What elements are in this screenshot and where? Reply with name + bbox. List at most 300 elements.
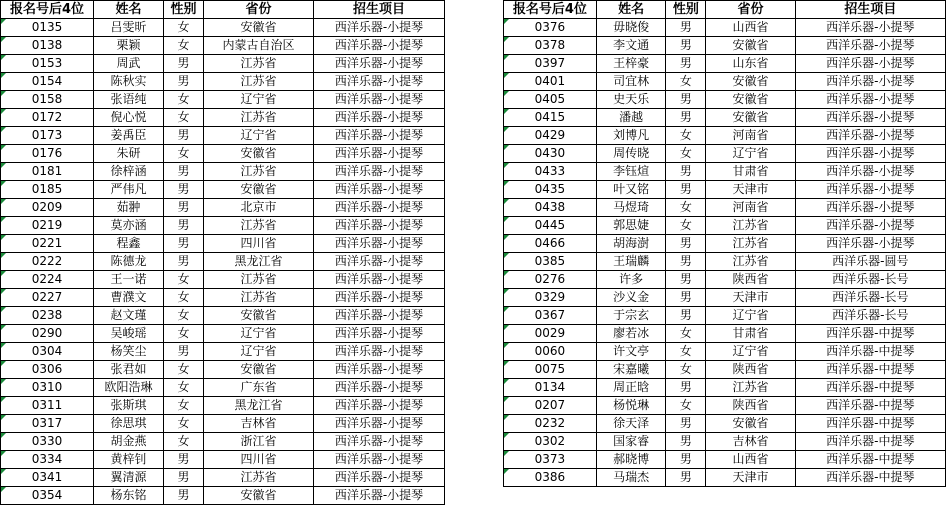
reg-no-cell[interactable]: 0373 <box>504 451 597 469</box>
name-cell[interactable]: 郝晓博 <box>596 451 666 469</box>
province-cell[interactable]: 吉林省 <box>706 433 795 451</box>
gender-cell[interactable]: 男 <box>164 127 204 145</box>
name-cell[interactable]: 马瑞杰 <box>596 469 666 487</box>
name-cell[interactable]: 胡金燕 <box>94 433 164 451</box>
reg-no-cell[interactable]: 0376 <box>504 19 597 37</box>
reg-no-cell[interactable]: 0172 <box>1 109 94 127</box>
province-cell[interactable]: 河南省 <box>706 127 795 145</box>
table-row <box>1 19 445 37</box>
gender-cell[interactable]: 女 <box>666 325 706 343</box>
reg-no-cell[interactable]: 0222 <box>1 253 94 271</box>
program-cell[interactable]: 西洋乐器-中提琴 <box>795 379 945 397</box>
gender-cell[interactable]: 女 <box>164 109 204 127</box>
program-cell[interactable]: 西洋乐器-小提琴 <box>314 379 445 397</box>
province-cell[interactable]: 安徽省 <box>204 181 314 199</box>
province-cell[interactable]: 辽宁省 <box>204 325 314 343</box>
program-cell[interactable]: 西洋乐器-小提琴 <box>314 55 445 73</box>
header-program[interactable]: 招生项目 <box>314 1 445 19</box>
program-cell[interactable]: 西洋乐器-小提琴 <box>314 145 445 163</box>
gender-cell[interactable]: 男 <box>666 469 706 487</box>
name-cell[interactable]: 张斯琪 <box>94 397 164 415</box>
program-cell[interactable]: 西洋乐器-小提琴 <box>795 199 945 217</box>
name-cell[interactable]: 吕雯昕 <box>94 19 164 37</box>
province-cell[interactable]: 江苏省 <box>706 379 795 397</box>
gender-cell[interactable]: 女 <box>666 361 706 379</box>
province-cell[interactable]: 天津市 <box>706 181 795 199</box>
table-row <box>1 433 445 451</box>
gender-cell[interactable]: 男 <box>666 379 706 397</box>
table-row <box>1 91 445 109</box>
gender-cell[interactable]: 男 <box>164 451 204 469</box>
name-cell[interactable]: 徐思琪 <box>94 415 164 433</box>
gender-cell[interactable]: 女 <box>164 19 204 37</box>
name-cell[interactable]: 许多 <box>596 271 666 289</box>
program-cell[interactable]: 西洋乐器-小提琴 <box>314 343 445 361</box>
program-cell[interactable]: 西洋乐器-小提琴 <box>795 163 945 181</box>
gender-cell[interactable]: 男 <box>666 91 706 109</box>
reg-no-cell[interactable]: 0181 <box>1 163 94 181</box>
reg-no-cell[interactable]: 0029 <box>504 325 597 343</box>
table-row <box>1 379 445 397</box>
gender-cell[interactable]: 女 <box>164 415 204 433</box>
reg-no-cell[interactable]: 0276 <box>504 271 597 289</box>
header-reg-no[interactable]: 报名号后4位 <box>1 1 94 19</box>
program-cell[interactable]: 西洋乐器-小提琴 <box>795 235 945 253</box>
reg-no-cell[interactable]: 0138 <box>1 37 94 55</box>
table-row <box>1 55 445 73</box>
program-cell[interactable]: 西洋乐器-小提琴 <box>314 127 445 145</box>
gender-cell[interactable]: 男 <box>666 181 706 199</box>
gender-cell[interactable]: 男 <box>164 235 204 253</box>
table-row <box>504 91 946 109</box>
reg-no-cell[interactable]: 0209 <box>1 199 94 217</box>
reg-no-cell[interactable]: 0385 <box>504 253 597 271</box>
header-gender[interactable]: 性别 <box>666 1 706 19</box>
gender-cell[interactable]: 男 <box>666 55 706 73</box>
reg-no-cell[interactable]: 0290 <box>1 325 94 343</box>
name-cell[interactable]: 刘博凡 <box>596 127 666 145</box>
table-row <box>1 181 445 199</box>
province-cell[interactable]: 江苏省 <box>204 55 314 73</box>
reg-no-cell[interactable]: 0219 <box>1 217 94 235</box>
header-reg-no[interactable]: 报名号后4位 <box>504 1 597 19</box>
gender-cell[interactable]: 男 <box>666 253 706 271</box>
gender-cell[interactable]: 女 <box>666 217 706 235</box>
program-cell[interactable]: 西洋乐器-小提琴 <box>795 217 945 235</box>
reg-no-cell[interactable]: 0445 <box>504 217 597 235</box>
name-cell[interactable]: 毋晓俊 <box>596 19 666 37</box>
gender-cell[interactable]: 男 <box>164 343 204 361</box>
gender-cell[interactable]: 女 <box>164 325 204 343</box>
name-cell[interactable]: 马煜琦 <box>596 199 666 217</box>
province-cell[interactable]: 辽宁省 <box>204 127 314 145</box>
gender-cell[interactable]: 男 <box>164 253 204 271</box>
program-cell[interactable]: 西洋乐器-小提琴 <box>314 289 445 307</box>
name-cell[interactable]: 徐梓涵 <box>94 163 164 181</box>
reg-no-cell[interactable]: 0329 <box>504 289 597 307</box>
province-cell[interactable]: 河南省 <box>706 199 795 217</box>
gender-cell[interactable]: 女 <box>666 343 706 361</box>
name-cell[interactable]: 徐天泽 <box>596 415 666 433</box>
province-cell[interactable]: 北京市 <box>204 199 314 217</box>
gender-cell[interactable]: 男 <box>666 451 706 469</box>
gender-cell[interactable]: 男 <box>666 307 706 325</box>
province-cell[interactable]: 安徽省 <box>706 73 795 91</box>
reg-no-cell[interactable]: 0433 <box>504 163 597 181</box>
table-row <box>504 451 946 469</box>
program-cell[interactable]: 西洋乐器-小提琴 <box>314 397 445 415</box>
name-cell[interactable]: 沙义金 <box>596 289 666 307</box>
gender-cell[interactable]: 男 <box>164 73 204 91</box>
program-cell[interactable]: 西洋乐器-中提琴 <box>795 325 945 343</box>
program-cell[interactable]: 西洋乐器-小提琴 <box>795 109 945 127</box>
name-cell[interactable]: 姜禹臣 <box>94 127 164 145</box>
table-row <box>504 145 946 163</box>
name-cell[interactable]: 张君如 <box>94 361 164 379</box>
reg-no-cell[interactable]: 0134 <box>504 379 597 397</box>
name-cell[interactable]: 欧阳浩琳 <box>94 379 164 397</box>
province-cell[interactable]: 陕西省 <box>706 271 795 289</box>
gender-cell[interactable]: 女 <box>164 307 204 325</box>
program-cell[interactable]: 西洋乐器-长号 <box>795 271 945 289</box>
name-cell[interactable]: 周传晓 <box>596 145 666 163</box>
province-cell[interactable]: 辽宁省 <box>706 307 795 325</box>
program-cell[interactable]: 西洋乐器-中提琴 <box>795 361 945 379</box>
table-row <box>1 37 445 55</box>
header-row <box>504 1 946 19</box>
reg-no-cell[interactable]: 0354 <box>1 487 94 505</box>
name-cell[interactable]: 杨悦琳 <box>596 397 666 415</box>
province-cell[interactable]: 黑龙江省 <box>204 253 314 271</box>
reg-no-cell[interactable]: 0158 <box>1 91 94 109</box>
name-cell[interactable]: 张语纯 <box>94 91 164 109</box>
name-cell[interactable]: 吴峻瑶 <box>94 325 164 343</box>
name-cell[interactable]: 叶又铭 <box>596 181 666 199</box>
province-cell[interactable]: 辽宁省 <box>204 343 314 361</box>
reg-no-cell[interactable]: 0238 <box>1 307 94 325</box>
name-cell[interactable]: 胡海澍 <box>596 235 666 253</box>
table-row <box>504 343 946 361</box>
province-cell[interactable]: 江苏省 <box>706 235 795 253</box>
province-cell[interactable]: 吉林省 <box>204 415 314 433</box>
table-row <box>504 37 946 55</box>
province-cell[interactable]: 陕西省 <box>706 397 795 415</box>
gender-cell[interactable]: 女 <box>164 361 204 379</box>
reg-no-cell[interactable]: 0207 <box>504 397 597 415</box>
table-row <box>504 361 946 379</box>
reg-no-cell[interactable]: 0430 <box>504 145 597 163</box>
gender-cell[interactable]: 女 <box>164 145 204 163</box>
gender-cell[interactable]: 男 <box>164 199 204 217</box>
table-row <box>1 451 445 469</box>
program-cell[interactable]: 西洋乐器-小提琴 <box>314 307 445 325</box>
province-cell[interactable]: 浙江省 <box>204 433 314 451</box>
name-cell[interactable]: 郭思婕 <box>596 217 666 235</box>
program-cell[interactable]: 西洋乐器-中提琴 <box>795 397 945 415</box>
program-cell[interactable]: 西洋乐器-中提琴 <box>795 451 945 469</box>
reg-no-cell[interactable]: 0367 <box>504 307 597 325</box>
gender-cell[interactable]: 男 <box>164 163 204 181</box>
name-cell[interactable]: 史天乐 <box>596 91 666 109</box>
name-cell[interactable]: 翼清源 <box>94 469 164 487</box>
program-cell[interactable]: 西洋乐器-小提琴 <box>795 127 945 145</box>
reg-no-cell[interactable]: 0221 <box>1 235 94 253</box>
gender-cell[interactable]: 男 <box>666 163 706 181</box>
gender-cell[interactable]: 男 <box>666 19 706 37</box>
gender-cell[interactable]: 男 <box>666 271 706 289</box>
gender-cell[interactable]: 女 <box>164 433 204 451</box>
program-cell[interactable]: 西洋乐器-小提琴 <box>314 217 445 235</box>
table-row <box>504 55 946 73</box>
program-cell[interactable]: 西洋乐器-小提琴 <box>314 91 445 109</box>
province-cell[interactable]: 江苏省 <box>204 163 314 181</box>
program-cell[interactable]: 西洋乐器-中提琴 <box>795 343 945 361</box>
province-cell[interactable]: 江苏省 <box>204 289 314 307</box>
gender-cell[interactable]: 男 <box>666 415 706 433</box>
reg-no-cell[interactable]: 0334 <box>1 451 94 469</box>
reg-no-cell[interactable]: 0185 <box>1 181 94 199</box>
table-row <box>1 163 445 181</box>
province-cell[interactable]: 广东省 <box>204 379 314 397</box>
reg-no-cell[interactable]: 0075 <box>504 361 597 379</box>
gender-cell[interactable]: 男 <box>666 37 706 55</box>
reg-no-cell[interactable]: 0466 <box>504 235 597 253</box>
program-cell[interactable]: 西洋乐器-小提琴 <box>314 19 445 37</box>
reg-no-cell[interactable]: 0397 <box>504 55 597 73</box>
province-cell[interactable]: 安徽省 <box>204 307 314 325</box>
province-cell[interactable]: 江苏省 <box>706 253 795 271</box>
reg-no-cell[interactable]: 0173 <box>1 127 94 145</box>
name-cell[interactable]: 曹濮文 <box>94 289 164 307</box>
name-cell[interactable]: 茹翀 <box>94 199 164 217</box>
gender-cell[interactable]: 男 <box>666 289 706 307</box>
program-cell[interactable]: 西洋乐器-小提琴 <box>314 253 445 271</box>
reg-no-cell[interactable]: 0176 <box>1 145 94 163</box>
province-cell[interactable]: 辽宁省 <box>706 145 795 163</box>
province-cell[interactable]: 江苏省 <box>204 271 314 289</box>
name-cell[interactable]: 周正晗 <box>596 379 666 397</box>
right-roster-table <box>503 0 946 487</box>
program-cell[interactable]: 西洋乐器-长号 <box>795 307 945 325</box>
name-cell[interactable]: 严伟凡 <box>94 181 164 199</box>
reg-no-cell[interactable]: 0060 <box>504 343 597 361</box>
reg-no-cell[interactable]: 0302 <box>504 433 597 451</box>
province-cell[interactable]: 甘肃省 <box>706 163 795 181</box>
program-cell[interactable]: 西洋乐器-小提琴 <box>314 37 445 55</box>
reg-no-cell[interactable]: 0306 <box>1 361 94 379</box>
name-cell[interactable]: 杨笑尘 <box>94 343 164 361</box>
gender-cell[interactable]: 男 <box>164 217 204 235</box>
province-cell[interactable]: 江苏省 <box>204 73 314 91</box>
gender-cell[interactable]: 男 <box>164 55 204 73</box>
table-row <box>504 397 946 415</box>
reg-no-cell[interactable]: 0429 <box>504 127 597 145</box>
reg-no-cell[interactable]: 0153 <box>1 55 94 73</box>
table-row <box>1 199 445 217</box>
province-cell[interactable]: 山西省 <box>706 451 795 469</box>
gender-cell[interactable]: 男 <box>164 487 204 505</box>
gender-cell[interactable]: 男 <box>164 469 204 487</box>
name-cell[interactable]: 陈秋实 <box>94 73 164 91</box>
gender-cell[interactable]: 男 <box>164 181 204 199</box>
reg-no-cell[interactable]: 0232 <box>504 415 597 433</box>
program-cell[interactable]: 西洋乐器-小提琴 <box>314 487 445 505</box>
program-cell[interactable]: 西洋乐器-小提琴 <box>314 109 445 127</box>
name-cell[interactable]: 王一诺 <box>94 271 164 289</box>
program-cell[interactable]: 西洋乐器-小提琴 <box>795 19 945 37</box>
reg-no-cell[interactable]: 0227 <box>1 289 94 307</box>
program-cell[interactable]: 西洋乐器-小提琴 <box>314 163 445 181</box>
program-cell[interactable]: 西洋乐器-小提琴 <box>314 271 445 289</box>
province-cell[interactable]: 四川省 <box>204 235 314 253</box>
name-cell[interactable]: 倪心悦 <box>94 109 164 127</box>
program-cell[interactable]: 西洋乐器-中提琴 <box>795 469 945 487</box>
gender-cell[interactable]: 男 <box>666 433 706 451</box>
name-cell[interactable]: 程鑫 <box>94 235 164 253</box>
name-cell[interactable]: 宋嘉曦 <box>596 361 666 379</box>
program-cell[interactable]: 西洋乐器-小提琴 <box>314 73 445 91</box>
province-cell[interactable]: 安徽省 <box>204 19 314 37</box>
name-cell[interactable]: 王梓豪 <box>596 55 666 73</box>
name-cell[interactable]: 李文通 <box>596 37 666 55</box>
reg-no-cell[interactable]: 0224 <box>1 271 94 289</box>
header-province[interactable]: 省份 <box>706 1 795 19</box>
header-name[interactable]: 姓名 <box>94 1 164 19</box>
program-cell[interactable]: 西洋乐器-小提琴 <box>795 37 945 55</box>
header-province[interactable]: 省份 <box>204 1 314 19</box>
reg-no-cell[interactable]: 0341 <box>1 469 94 487</box>
program-cell[interactable]: 西洋乐器-小提琴 <box>314 199 445 217</box>
program-cell[interactable]: 西洋乐器-小提琴 <box>314 433 445 451</box>
province-cell[interactable]: 安徽省 <box>204 361 314 379</box>
name-cell[interactable]: 莫亦涵 <box>94 217 164 235</box>
gender-cell[interactable]: 女 <box>666 397 706 415</box>
name-cell[interactable]: 黄梓钊 <box>94 451 164 469</box>
gender-cell[interactable]: 男 <box>666 109 706 127</box>
name-cell[interactable]: 栗颖 <box>94 37 164 55</box>
name-cell[interactable]: 李钰煊 <box>596 163 666 181</box>
gender-cell[interactable]: 女 <box>666 73 706 91</box>
reg-no-cell[interactable]: 0401 <box>504 73 597 91</box>
gender-cell[interactable]: 女 <box>164 271 204 289</box>
reg-no-cell[interactable]: 0330 <box>1 433 94 451</box>
province-cell[interactable]: 天津市 <box>706 289 795 307</box>
province-cell[interactable]: 江苏省 <box>204 469 314 487</box>
program-cell[interactable]: 西洋乐器-小提琴 <box>795 181 945 199</box>
program-cell[interactable]: 西洋乐器-小提琴 <box>795 91 945 109</box>
gender-cell[interactable]: 女 <box>666 127 706 145</box>
reg-no-cell[interactable]: 0386 <box>504 469 597 487</box>
province-cell[interactable]: 山东省 <box>706 55 795 73</box>
province-cell[interactable]: 黑龙江省 <box>204 397 314 415</box>
reg-no-cell[interactable]: 0310 <box>1 379 94 397</box>
program-cell[interactable]: 西洋乐器-小提琴 <box>314 235 445 253</box>
reg-no-cell[interactable]: 0405 <box>504 91 597 109</box>
reg-no-cell[interactable]: 0304 <box>1 343 94 361</box>
province-cell[interactable]: 四川省 <box>204 451 314 469</box>
name-cell[interactable]: 赵文瑾 <box>94 307 164 325</box>
header-gender[interactable]: 性别 <box>164 1 204 19</box>
table-row <box>504 217 946 235</box>
gender-cell[interactable]: 女 <box>164 91 204 109</box>
header-name[interactable]: 姓名 <box>596 1 666 19</box>
province-cell[interactable]: 辽宁省 <box>204 91 314 109</box>
name-cell[interactable]: 周武 <box>94 55 164 73</box>
name-cell[interactable]: 王瑞麟 <box>596 253 666 271</box>
program-cell[interactable]: 西洋乐器-中提琴 <box>795 415 945 433</box>
gender-cell[interactable]: 女 <box>164 37 204 55</box>
program-cell[interactable]: 西洋乐器-小提琴 <box>314 451 445 469</box>
province-cell[interactable]: 江苏省 <box>204 217 314 235</box>
program-cell[interactable]: 西洋乐器-圆号 <box>795 253 945 271</box>
gender-cell[interactable]: 女 <box>164 289 204 307</box>
name-cell[interactable]: 于宗玄 <box>596 307 666 325</box>
name-cell[interactable]: 陈德龙 <box>94 253 164 271</box>
gender-cell[interactable]: 女 <box>666 199 706 217</box>
province-cell[interactable]: 陕西省 <box>706 361 795 379</box>
reg-no-cell[interactable]: 0317 <box>1 415 94 433</box>
left-roster-table <box>0 0 445 505</box>
table-row <box>1 325 445 343</box>
province-cell[interactable]: 安徽省 <box>204 487 314 505</box>
program-cell[interactable]: 西洋乐器-小提琴 <box>795 73 945 91</box>
program-cell[interactable]: 西洋乐器-长号 <box>795 289 945 307</box>
name-cell[interactable]: 司宜林 <box>596 73 666 91</box>
header-program[interactable]: 招生项目 <box>795 1 945 19</box>
program-cell[interactable]: 西洋乐器-小提琴 <box>314 325 445 343</box>
name-cell[interactable]: 杨东铭 <box>94 487 164 505</box>
program-cell[interactable]: 西洋乐器-小提琴 <box>314 469 445 487</box>
name-cell[interactable]: 廖若冰 <box>596 325 666 343</box>
name-cell[interactable]: 潘越 <box>596 109 666 127</box>
province-cell[interactable]: 安徽省 <box>706 91 795 109</box>
gender-cell[interactable]: 女 <box>666 145 706 163</box>
province-cell[interactable]: 安徽省 <box>706 109 795 127</box>
province-cell[interactable]: 天津市 <box>706 469 795 487</box>
program-cell[interactable]: 西洋乐器-小提琴 <box>795 55 945 73</box>
reg-no-cell[interactable]: 0415 <box>504 109 597 127</box>
province-cell[interactable]: 内蒙古自治区 <box>204 37 314 55</box>
reg-no-cell[interactable]: 0135 <box>1 19 94 37</box>
province-cell[interactable]: 辽宁省 <box>706 343 795 361</box>
table-row <box>1 397 445 415</box>
table-row <box>1 307 445 325</box>
program-cell[interactable]: 西洋乐器-小提琴 <box>795 145 945 163</box>
program-cell[interactable]: 西洋乐器-小提琴 <box>314 415 445 433</box>
gender-cell[interactable]: 女 <box>164 379 204 397</box>
name-cell[interactable]: 朱研 <box>94 145 164 163</box>
province-cell[interactable]: 安徽省 <box>706 37 795 55</box>
gender-cell[interactable]: 女 <box>164 397 204 415</box>
program-cell[interactable]: 西洋乐器-小提琴 <box>314 361 445 379</box>
reg-no-cell[interactable]: 0311 <box>1 397 94 415</box>
province-cell[interactable]: 甘肃省 <box>706 325 795 343</box>
program-cell[interactable]: 西洋乐器-小提琴 <box>314 181 445 199</box>
province-cell[interactable]: 江苏省 <box>204 109 314 127</box>
reg-no-cell[interactable]: 0378 <box>504 37 597 55</box>
reg-no-cell[interactable]: 0154 <box>1 73 94 91</box>
program-cell[interactable]: 西洋乐器-中提琴 <box>795 433 945 451</box>
name-cell[interactable]: 国家睿 <box>596 433 666 451</box>
province-cell[interactable]: 安徽省 <box>706 415 795 433</box>
name-cell[interactable]: 许文亭 <box>596 343 666 361</box>
province-cell[interactable]: 山西省 <box>706 19 795 37</box>
province-cell[interactable]: 江苏省 <box>706 217 795 235</box>
gender-cell[interactable]: 男 <box>666 235 706 253</box>
province-cell[interactable]: 安徽省 <box>204 145 314 163</box>
reg-no-cell[interactable]: 0435 <box>504 181 597 199</box>
reg-no-cell[interactable]: 0438 <box>504 199 597 217</box>
